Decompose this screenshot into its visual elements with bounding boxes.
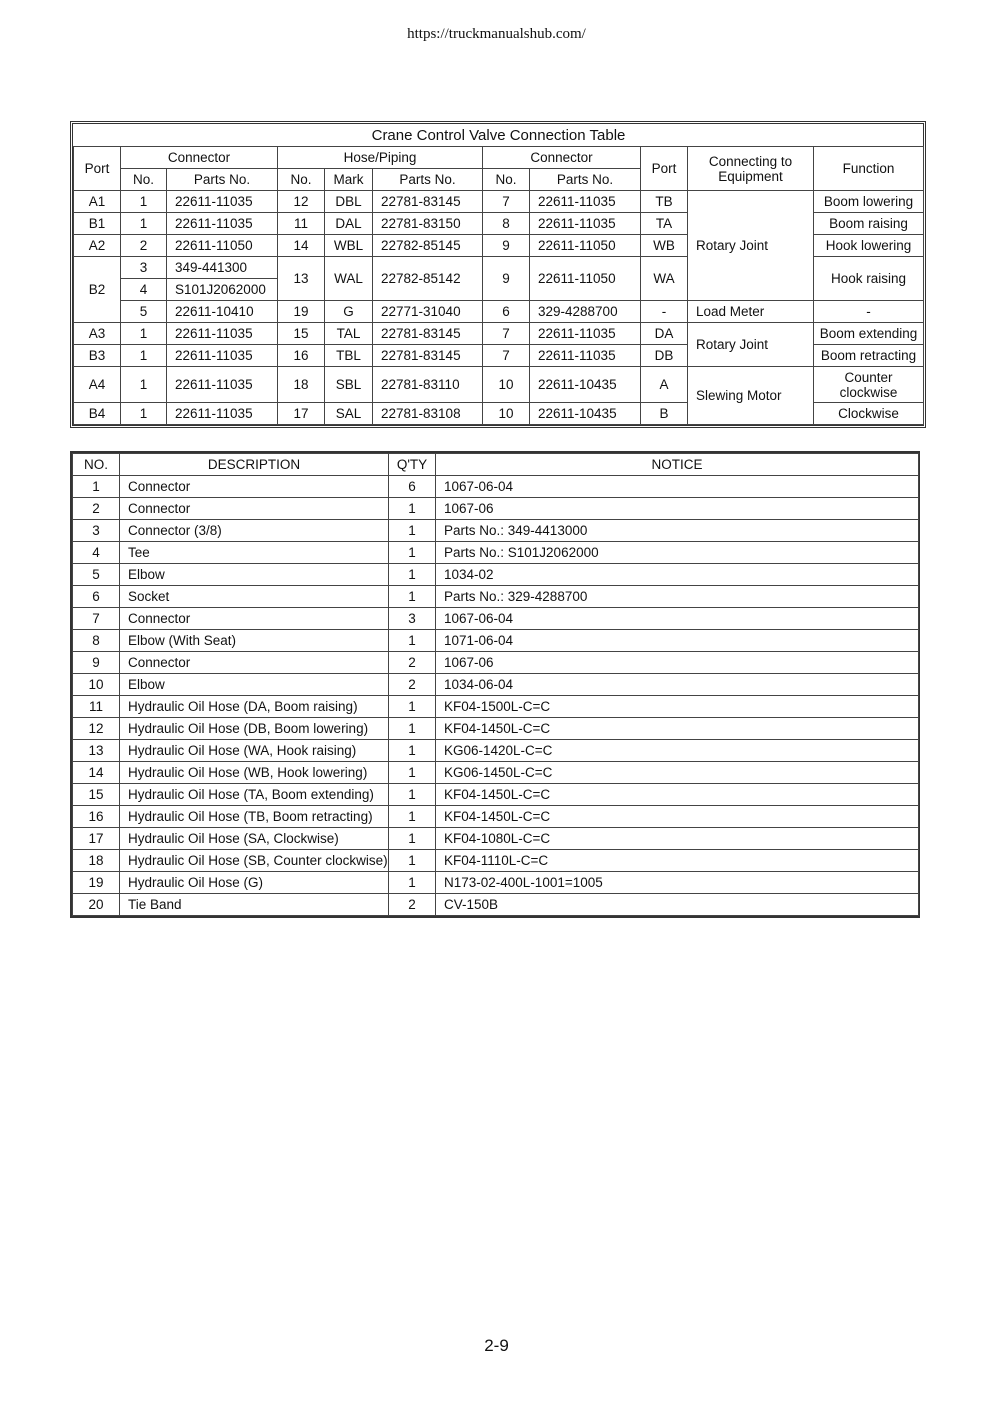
cell-description: Connector (3/8) bbox=[120, 520, 389, 542]
cell-no: 13 bbox=[73, 740, 120, 762]
cell-no: 15 bbox=[73, 784, 120, 806]
cell-connector-no: 1 bbox=[121, 345, 167, 367]
cell-equipment-load-meter: Load Meter bbox=[688, 301, 814, 323]
cell-equipment-rotary-joint: Rotary Joint bbox=[688, 323, 814, 367]
connection-table bbox=[73, 124, 924, 425]
cell-connector2-no: 7 bbox=[483, 191, 530, 213]
header-function: Function bbox=[814, 147, 924, 191]
header-connector: Connector bbox=[121, 147, 278, 169]
cell-no: 19 bbox=[73, 872, 120, 894]
cell-no: 17 bbox=[73, 828, 120, 850]
cell-hose-no: 11 bbox=[278, 213, 325, 235]
cell-notice: Parts No.: 329-4288700 bbox=[436, 586, 919, 608]
cell-notice: Parts No.: 349-4413000 bbox=[436, 520, 919, 542]
cell-no: 10 bbox=[73, 674, 120, 696]
table-row bbox=[73, 872, 919, 894]
cell-port2: TA bbox=[641, 213, 688, 235]
table-row bbox=[73, 894, 919, 916]
page-number: 2-9 bbox=[484, 1336, 509, 1355]
cell-description: Hydraulic Oil Hose (TB, Boom retracting) bbox=[120, 806, 389, 828]
cell-notice: KG06-1420L-C=C bbox=[436, 740, 919, 762]
table-row bbox=[73, 850, 919, 872]
cell-connector-parts: 22611-11035 bbox=[167, 213, 278, 235]
cell-qty: 1 bbox=[389, 520, 436, 542]
parts-table-body bbox=[73, 476, 919, 916]
header-no: NO. bbox=[73, 454, 120, 476]
parts-table bbox=[72, 453, 919, 916]
table-row bbox=[73, 828, 919, 850]
cell-no: 2 bbox=[73, 498, 120, 520]
cell-port: A4 bbox=[74, 367, 121, 403]
cell-no: 14 bbox=[73, 762, 120, 784]
cell-port2: B bbox=[641, 403, 688, 425]
header-no: No. bbox=[278, 169, 325, 191]
cell-notice: 1071-06-04 bbox=[436, 630, 919, 652]
cell-mark: WBL bbox=[325, 235, 373, 257]
cell-connector2-parts: 22611-10435 bbox=[530, 403, 641, 425]
cell-connector2-no: 6 bbox=[483, 301, 530, 323]
cell-connector-no: 2 bbox=[121, 235, 167, 257]
cell-qty: 1 bbox=[389, 586, 436, 608]
cell-connector2-parts: 22611-11050 bbox=[530, 235, 641, 257]
cell-mark: DAL bbox=[325, 213, 373, 235]
cell-notice: 1034-06-04 bbox=[436, 674, 919, 696]
cell-hose-no: 19 bbox=[278, 301, 325, 323]
cell-port2: TB bbox=[641, 191, 688, 213]
cell-connector-parts: 22611-11050 bbox=[167, 235, 278, 257]
header-port-2: Port bbox=[641, 147, 688, 191]
cell-connector2-no: 9 bbox=[483, 235, 530, 257]
cell-description: Hydraulic Oil Hose (SA, Clockwise) bbox=[120, 828, 389, 850]
cell-connector2-parts: 22611-11035 bbox=[530, 323, 641, 345]
table-row bbox=[74, 191, 924, 213]
table-row bbox=[73, 630, 919, 652]
cell-connector-parts: S101J2062000 bbox=[167, 279, 278, 301]
header-hose-piping: Hose/Piping bbox=[278, 147, 483, 169]
cell-hose-no: 15 bbox=[278, 323, 325, 345]
cell-port: B4 bbox=[74, 403, 121, 425]
cell-notice: KF04-1110L-C=C bbox=[436, 850, 919, 872]
cell-qty: 1 bbox=[389, 850, 436, 872]
cell-qty: 1 bbox=[389, 740, 436, 762]
cell-notice: Parts No.: S101J2062000 bbox=[436, 542, 919, 564]
table-row bbox=[73, 674, 919, 696]
cell-port2: A bbox=[641, 367, 688, 403]
cell-connector-no: 5 bbox=[121, 301, 167, 323]
cell-notice: KF04-1500L-C=C bbox=[436, 696, 919, 718]
cell-notice: N173-02-400L-1001=1005 bbox=[436, 872, 919, 894]
cell-mark: G bbox=[325, 301, 373, 323]
cell-description: Hydraulic Oil Hose (SB, Counter clockwise) bbox=[120, 850, 389, 872]
cell-port: A1 bbox=[74, 191, 121, 213]
cell-hose-parts: 22781-83150 bbox=[373, 213, 483, 235]
cell-description: Hydraulic Oil Hose (DB, Boom lowering) bbox=[120, 718, 389, 740]
cell-hose-no: 12 bbox=[278, 191, 325, 213]
header-connector-2: Connector bbox=[483, 147, 641, 169]
cell-qty: 2 bbox=[389, 894, 436, 916]
cell-no: 5 bbox=[73, 564, 120, 586]
cell-connector-parts: 22611-11035 bbox=[167, 323, 278, 345]
cell-hose-parts: 22781-83110 bbox=[373, 367, 483, 403]
cell-connector-parts: 22611-11035 bbox=[167, 403, 278, 425]
table-row bbox=[74, 323, 924, 345]
table-row bbox=[73, 740, 919, 762]
header-parts-no: Parts No. bbox=[373, 169, 483, 191]
header-qty: Q'TY bbox=[389, 454, 436, 476]
cell-hose-parts: 22781-83145 bbox=[373, 323, 483, 345]
table-row bbox=[73, 784, 919, 806]
cell-qty: 1 bbox=[389, 718, 436, 740]
cell-connector-parts: 22611-11035 bbox=[167, 367, 278, 403]
cell-hose-parts: 22781-83145 bbox=[373, 191, 483, 213]
cell-qty: 1 bbox=[389, 564, 436, 586]
cell-no: 1 bbox=[73, 476, 120, 498]
cell-equipment-rotary-joint: Rotary Joint bbox=[688, 191, 814, 301]
cell-qty: 1 bbox=[389, 872, 436, 894]
cell-qty: 1 bbox=[389, 762, 436, 784]
cell-notice: 1034-02 bbox=[436, 564, 919, 586]
cell-port: A3 bbox=[74, 323, 121, 345]
cell-description: Elbow bbox=[120, 674, 389, 696]
cell-hose-no: 16 bbox=[278, 345, 325, 367]
cell-connector-no: 1 bbox=[121, 403, 167, 425]
cell-function: Clockwise bbox=[814, 403, 924, 425]
cell-notice: KF04-1080L-C=C bbox=[436, 828, 919, 850]
cell-no: 12 bbox=[73, 718, 120, 740]
cell-notice: 1067-06-04 bbox=[436, 476, 919, 498]
cell-notice: 1067-06 bbox=[436, 498, 919, 520]
cell-connector2-no: 9 bbox=[483, 257, 530, 301]
cell-connector2-no: 7 bbox=[483, 323, 530, 345]
cell-connector-parts: 22611-11035 bbox=[167, 345, 278, 367]
cell-description: Socket bbox=[120, 586, 389, 608]
cell-connector-parts: 22611-11035 bbox=[167, 191, 278, 213]
cell-mark: SAL bbox=[325, 403, 373, 425]
cell-port2: WB bbox=[641, 235, 688, 257]
cell-description: Hydraulic Oil Hose (WA, Hook raising) bbox=[120, 740, 389, 762]
cell-description: Hydraulic Oil Hose (TA, Boom extending) bbox=[120, 784, 389, 806]
cell-hose-no: 18 bbox=[278, 367, 325, 403]
header-no: No. bbox=[121, 169, 167, 191]
table-row bbox=[73, 476, 919, 498]
cell-function: Hook lowering bbox=[814, 235, 924, 257]
cell-description: Elbow (With Seat) bbox=[120, 630, 389, 652]
cell-port2: DB bbox=[641, 345, 688, 367]
cell-no: 4 bbox=[73, 542, 120, 564]
cell-qty: 1 bbox=[389, 630, 436, 652]
cell-port2: DA bbox=[641, 323, 688, 345]
cell-mark: DBL bbox=[325, 191, 373, 213]
cell-description: Connector bbox=[120, 476, 389, 498]
cell-connector2-no: 10 bbox=[483, 403, 530, 425]
cell-hose-no: 17 bbox=[278, 403, 325, 425]
cell-connector2-parts: 329-4288700 bbox=[530, 301, 641, 323]
cell-notice: KF04-1450L-C=C bbox=[436, 806, 919, 828]
cell-port: B3 bbox=[74, 345, 121, 367]
header-parts-no: Parts No. bbox=[530, 169, 641, 191]
cell-notice: KG06-1450L-C=C bbox=[436, 762, 919, 784]
cell-notice: 1067-06-04 bbox=[436, 608, 919, 630]
cell-function: Boom retracting bbox=[814, 345, 924, 367]
cell-mark: WAL bbox=[325, 257, 373, 301]
source-url: https://truckmanualshub.com/ bbox=[407, 26, 586, 42]
cell-qty: 1 bbox=[389, 498, 436, 520]
cell-no: 11 bbox=[73, 696, 120, 718]
cell-no: 8 bbox=[73, 630, 120, 652]
cell-hose-no: 13 bbox=[278, 257, 325, 301]
cell-qty: 1 bbox=[389, 696, 436, 718]
cell-description: Connector bbox=[120, 652, 389, 674]
cell-connector-no: 4 bbox=[121, 279, 167, 301]
cell-port: B1 bbox=[74, 213, 121, 235]
cell-connector-no: 1 bbox=[121, 191, 167, 213]
table-row bbox=[73, 608, 919, 630]
cell-port2: - bbox=[641, 301, 688, 323]
cell-function: Boom lowering bbox=[814, 191, 924, 213]
cell-function: Boom raising bbox=[814, 213, 924, 235]
cell-hose-parts: 22782-85142 bbox=[373, 257, 483, 301]
cell-function: Counter clockwise bbox=[814, 367, 924, 403]
cell-notice: 1067-06 bbox=[436, 652, 919, 674]
cell-function: - bbox=[814, 301, 924, 323]
cell-hose-no: 14 bbox=[278, 235, 325, 257]
cell-hose-parts: 22781-83145 bbox=[373, 345, 483, 367]
table-row bbox=[73, 762, 919, 784]
table-row bbox=[73, 806, 919, 828]
cell-no: 16 bbox=[73, 806, 120, 828]
cell-description: Elbow bbox=[120, 564, 389, 586]
table-row bbox=[74, 301, 924, 323]
table-row bbox=[73, 718, 919, 740]
parts-table-frame bbox=[70, 451, 920, 918]
cell-mark: TAL bbox=[325, 323, 373, 345]
cell-mark: SBL bbox=[325, 367, 373, 403]
cell-qty: 2 bbox=[389, 652, 436, 674]
cell-connector2-no: 8 bbox=[483, 213, 530, 235]
cell-connector-parts: 349-441300 bbox=[167, 257, 278, 279]
cell-connector-no: 3 bbox=[121, 257, 167, 279]
header-mark: Mark bbox=[325, 169, 373, 191]
cell-description: Hydraulic Oil Hose (DA, Boom raising) bbox=[120, 696, 389, 718]
cell-hose-parts: 22782-85145 bbox=[373, 235, 483, 257]
cell-no: 3 bbox=[73, 520, 120, 542]
cell-connector-parts: 22611-10410 bbox=[167, 301, 278, 323]
cell-no: 7 bbox=[73, 608, 120, 630]
cell-qty: 1 bbox=[389, 542, 436, 564]
cell-port: B2 bbox=[74, 257, 121, 323]
cell-notice: KF04-1450L-C=C bbox=[436, 784, 919, 806]
cell-description: Connector bbox=[120, 498, 389, 520]
cell-description: Hydraulic Oil Hose (G) bbox=[120, 872, 389, 894]
cell-equipment-slewing-motor: Slewing Motor bbox=[688, 367, 814, 425]
cell-no: 9 bbox=[73, 652, 120, 674]
cell-no: 18 bbox=[73, 850, 120, 872]
connection-table-frame bbox=[70, 121, 926, 428]
cell-function: Boom extending bbox=[814, 323, 924, 345]
cell-connector2-no: 7 bbox=[483, 345, 530, 367]
header-no: No. bbox=[483, 169, 530, 191]
cell-description: Hydraulic Oil Hose (WB, Hook lowering) bbox=[120, 762, 389, 784]
header-notice: NOTICE bbox=[436, 454, 919, 476]
cell-connector2-parts: 22611-11035 bbox=[530, 345, 641, 367]
cell-qty: 6 bbox=[389, 476, 436, 498]
cell-connector2-parts: 22611-10435 bbox=[530, 367, 641, 403]
cell-qty: 1 bbox=[389, 784, 436, 806]
cell-qty: 1 bbox=[389, 806, 436, 828]
cell-notice: CV-150B bbox=[436, 894, 919, 916]
table-row bbox=[73, 498, 919, 520]
cell-no: 6 bbox=[73, 586, 120, 608]
header-parts-no: Parts No. bbox=[167, 169, 278, 191]
cell-description: Connector bbox=[120, 608, 389, 630]
cell-qty: 3 bbox=[389, 608, 436, 630]
cell-port: A2 bbox=[74, 235, 121, 257]
table-row bbox=[73, 696, 919, 718]
header-connecting-to: Connecting to Equipment bbox=[688, 147, 814, 191]
table-row bbox=[73, 520, 919, 542]
header-port: Port bbox=[74, 147, 121, 191]
cell-mark: TBL bbox=[325, 345, 373, 367]
cell-qty: 1 bbox=[389, 828, 436, 850]
cell-connector2-parts: 22611-11035 bbox=[530, 213, 641, 235]
cell-connector2-parts: 22611-11050 bbox=[530, 257, 641, 301]
cell-connector-no: 1 bbox=[121, 213, 167, 235]
cell-qty: 2 bbox=[389, 674, 436, 696]
table-row bbox=[73, 564, 919, 586]
header-description: DESCRIPTION bbox=[120, 454, 389, 476]
cell-connector-no: 1 bbox=[121, 367, 167, 403]
table-row bbox=[73, 652, 919, 674]
cell-notice: KF04-1450L-C=C bbox=[436, 718, 919, 740]
cell-connector-no: 1 bbox=[121, 323, 167, 345]
cell-no: 20 bbox=[73, 894, 120, 916]
table-row bbox=[73, 542, 919, 564]
cell-port2: WA bbox=[641, 257, 688, 301]
cell-connector2-parts: 22611-11035 bbox=[530, 191, 641, 213]
table-row bbox=[73, 586, 919, 608]
cell-hose-parts: 22771-31040 bbox=[373, 301, 483, 323]
cell-connector2-no: 10 bbox=[483, 367, 530, 403]
connection-table-title: Crane Control Valve Connection Table bbox=[74, 124, 924, 147]
cell-hose-parts: 22781-83108 bbox=[373, 403, 483, 425]
cell-description: Tee bbox=[120, 542, 389, 564]
table-row bbox=[74, 367, 924, 403]
cell-description: Tie Band bbox=[120, 894, 389, 916]
cell-function: Hook raising bbox=[814, 257, 924, 301]
